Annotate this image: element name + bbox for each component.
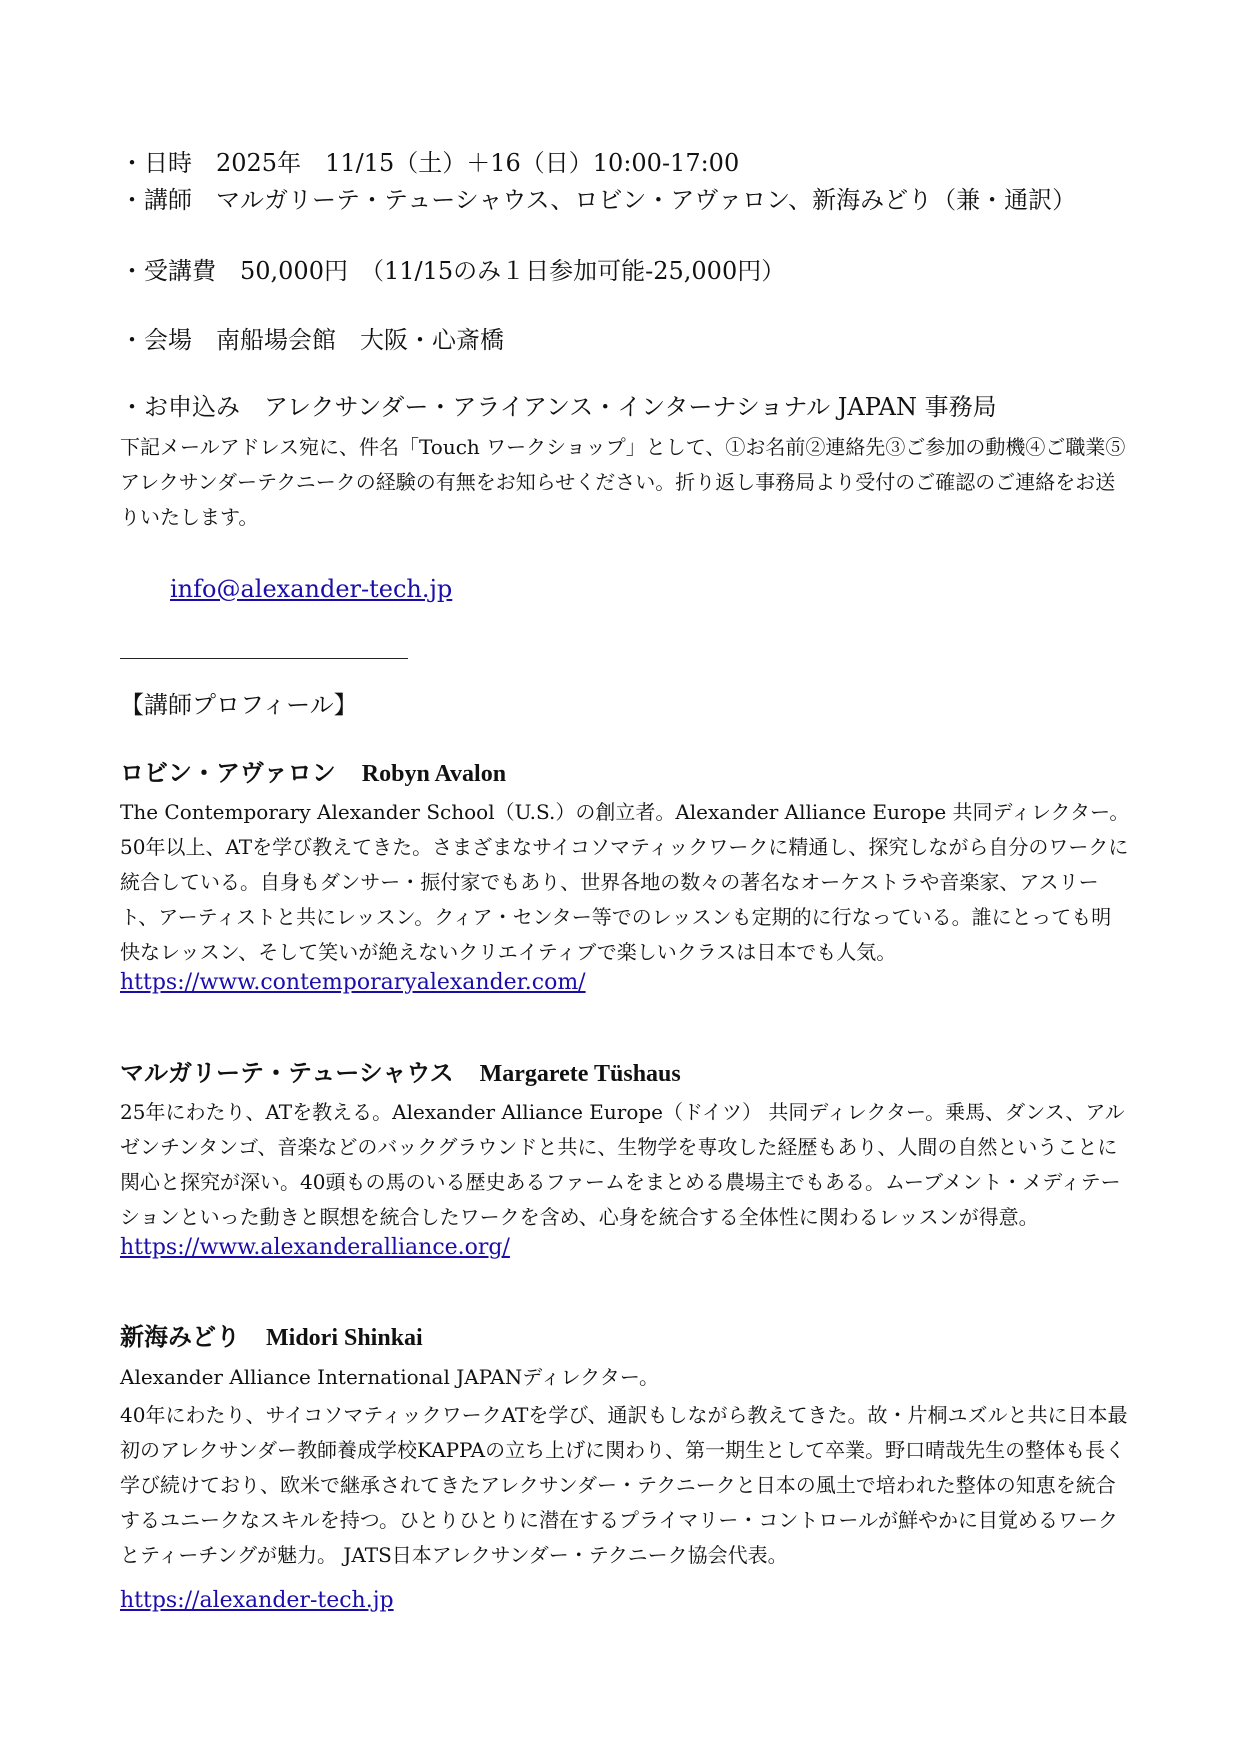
event-fee: ・受講費 50,000円 （11/15のみ１日参加可能-25,000円） [120,257,786,285]
profile-bio-midori: 40年にわたり、サイコソマティックワークATを学び、通訳もしながら教えてきた。故・片桐ユズルと共に日本最初のアレクサンダー教師養成学校KAPPAの立ち上げに関わり、第一期生として卒業。野口晴哉先生の整体も長く学び続けており、欧米で継承されてきたアレクサンダー・テクニークと日本の風土で培われた整体の知恵を統合するユニークなスキルを持つ。ひとりひとりに潜在するプライマリー・コントロールが鮮やかに目覚めるワークとティーチングが魅力。 JATS日本アレクサンダー・テクニーク協会代表。 [120,1403,1128,1567]
profile-link-robyn[interactable]: https://www.contemporaryalexander.com/ [120,970,586,995]
contact-email-link[interactable]: info@alexander-tech.jp [170,575,453,603]
profile-bio-margarete: 25年にわたり、ATを教える。Alexander Alliance Europe（ドイツ） 共同ディレクター。乗馬、ダンス、アルゼンチンタンゴ、音楽などのバックグラウンドと共に、生物学を専攻した経歴もあり、人間の自然ということに関心と探究が深い。40頭もの馬のいる歴史あるファームをまとめる農場主でもある。ムーブメント・メディテーションといった動きと瞑想を統合したワークを含め、心身を統合する全体性に関わるレッスンが得意。 [120,1100,1125,1229]
profile-name-midori [120,1322,1130,1353]
apply-instructions: 下記メールアドレス宛に、件名「Touch ワークショップ」として、①お名前②連絡先③ご参加の動機④ご職業⑤アレクサンダーテクニークの経験の有無をお知らせください。折り返し事務局より受付のご確認のご連絡をお送りいたします。 [120,435,1126,529]
profile-name-en: Robyn Avalon [361,761,507,787]
profile-link-midori[interactable]: https://alexander-tech.jp [120,1588,394,1613]
profile-title-midori: Alexander Alliance International JAPANディレクター。 [120,1365,660,1389]
profile-name-ja: マルガリーテ・テューシャウス [120,1058,454,1087]
section-divider [120,658,408,659]
profile-name-en: Margarete Tüshaus [479,1061,681,1087]
profile-name-en: Midori Shinkai [266,1325,423,1351]
event-instructors: ・講師 マルガリーテ・テューシャウス、ロビン・アヴァロン、新海みどり（兼・通訳） [120,186,1077,214]
event-datetime: ・日時 2025年 11/15（土）＋16（日）10:00-17:00 [120,149,740,177]
profile-link-margarete[interactable]: https://www.alexanderalliance.org/ [120,1235,510,1260]
profile-name-ja: 新海みどり [120,1322,240,1351]
profile-section-heading: 【講師プロフィール】 [120,691,358,719]
profile-name-robyn [120,758,1130,789]
profile-bio-robyn: The Contemporary Alexander School（U.S.）の創立者。Alexander Alliance Europe 共同ディレクター。50年以上、ATを学び教えてきた。さまざまなサイコソマティックワークに精通し、探究しながら自分のワークに統合している。自身もダンサー・振付家でもあり、世界各地の数々の著名なオーケストラや音楽家、アスリート、アーティストと共にレッスン。クィア・センター等でのレッスンも定期的に行なっている。誰にとっても明快なレッスン、そして笑いが絶えないクリエイティブで楽しいクラスは日本でも人気。 [120,800,1130,964]
profile-name-margarete [120,1058,1130,1089]
event-venue: ・会場 南船場会館 大阪・心斎橋 [120,326,504,354]
apply-heading: ・お申込み アレクサンダー・アライアンス・インターナショナル JAPAN 事務局 [120,393,997,421]
profile-name-ja: ロビン・アヴァロン [120,758,336,787]
